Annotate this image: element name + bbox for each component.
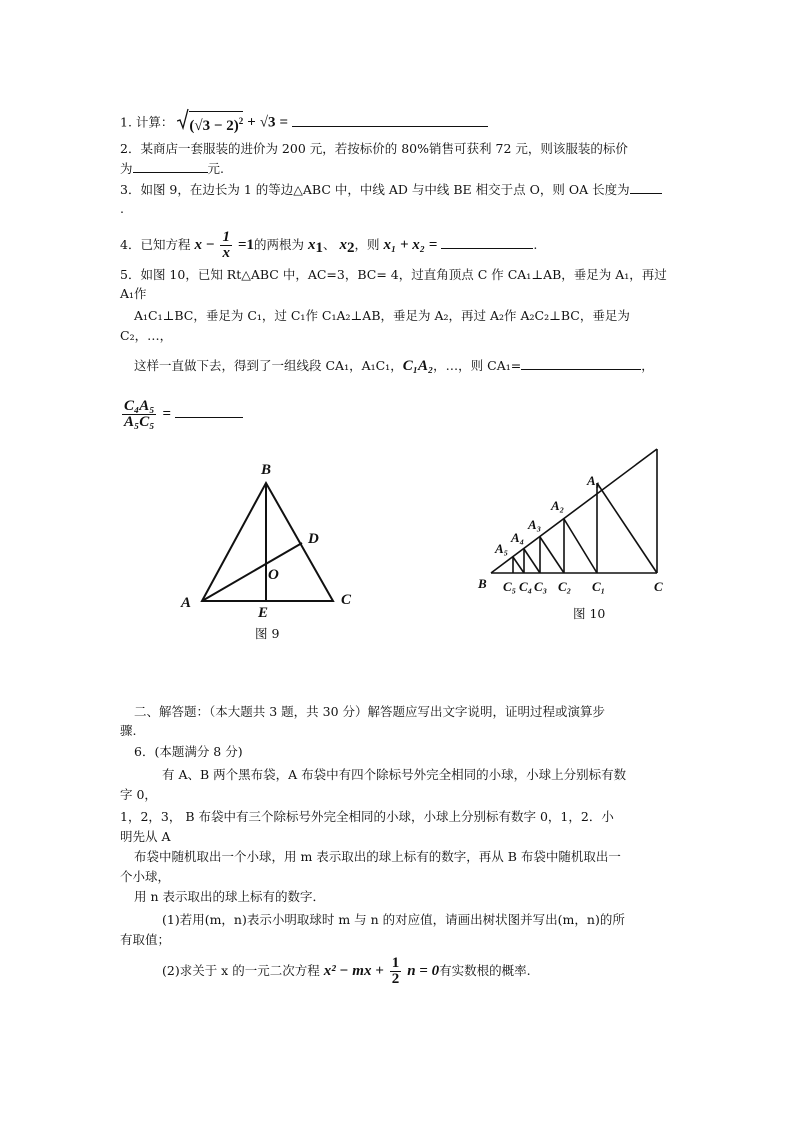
q5-answer-blank-1[interactable] (521, 369, 641, 370)
q5-line5-end: ， (641, 358, 654, 373)
fig10-seg-c2a3 (540, 537, 564, 573)
q1-label: 计算： (135, 114, 174, 130)
q5-line5-math: C₁A₂ (402, 358, 434, 374)
q6-part2-eq-right: n = 0 (407, 963, 440, 979)
figure-10 (470, 440, 670, 600)
q4-answer-blank[interactable] (441, 248, 533, 249)
section2-line1: 二、解答题：（本大题共 3 题，共 30 分）解答题应写出文字说明，证明过程或演算步 (134, 704, 606, 719)
fig9-label-d: D (308, 531, 319, 547)
q1-equals: = (279, 114, 289, 131)
radical-sign-icon (177, 108, 189, 130)
q1-radicand: (√3 − 2) (189, 118, 239, 134)
q1-sqrt-expression (177, 111, 243, 135)
q6-line3: 1，2，3， B 布袋中有三个除标号外完全相同的小球，小球上分别标有数字 0，1，2．小 (120, 809, 614, 824)
q2-line1: 2．某商店一套服装的进价为 200 元，若按标价的 80%销售可获利 72 元，则该服装的标价 (120, 141, 628, 156)
q6-part1-line2: 有取值； (120, 932, 171, 947)
q6-line6: 个小球， (120, 869, 171, 884)
fig10-label-c1: C₁ (592, 579, 606, 594)
q3-line2: . (120, 201, 124, 216)
fig10-label-c5: C₅ (503, 579, 517, 594)
q5-line4: C₂，…， (120, 328, 173, 343)
q6-part2-suffix: 有实数根的概率. (439, 963, 531, 978)
fig9-label-o: O (268, 567, 279, 583)
q4-frac-num: 1 (222, 229, 230, 245)
q4-sum: x₁ + x₂ = (383, 237, 438, 253)
figure-9 (175, 455, 365, 625)
q4-fraction (220, 230, 232, 261)
q5-line5-prefix: 这样一直做下去，得到了一组线段 CA₁，A₁C₁， (134, 358, 403, 373)
q6-part1-line1: (1)若用(m，n)表示小明取球时 m 与 n 的对应值，请画出树状图并写出(m，n)的所 (162, 912, 625, 927)
fig10-seg-ca1 (597, 483, 657, 573)
q4-prefix: 4．已知方程 (120, 237, 191, 252)
q6-line5: 布袋中随机取出一个小球，用 m 表示取出的球上标有的数字，再从 B 布袋中随机取出一 (134, 849, 621, 864)
q2-suffix: 元. (207, 161, 224, 176)
q5-ratio-num: C₄A₅ (124, 398, 155, 414)
q4-eq-rhs: =1 (237, 237, 255, 253)
q5-line1: 5．如图 10，已知 Rt△ABC 中，AC=3，BC= 4，过直角顶点 C 作 CA₁⊥AB，垂足为 A₁，再过 (120, 267, 667, 282)
fig10-label-c4: C₄ (519, 579, 533, 594)
q6-header: 6．(本题满分 8 分) (134, 744, 243, 759)
q6-part2-line (162, 956, 531, 987)
q3-text: 3．如图 9，在边长为 1 的等边△ABC 中，中线 AD 与中线 BE 相交于点 O，则 OA 长度为 (120, 182, 630, 197)
q4-sep: 、 (323, 237, 336, 252)
fig9-label-e: E (258, 605, 269, 621)
fig10-label-c3: C₃ (534, 579, 548, 594)
q3-answer-blank[interactable] (630, 193, 662, 194)
q4-x1-sub: 1 (315, 240, 324, 256)
q5-ratio-den: A₅C₅ (124, 414, 155, 430)
fig10-seg-c1a2 (564, 519, 597, 573)
fig10-label-a5: A₅ (495, 541, 509, 556)
q4-x1: x (308, 237, 316, 253)
q6-part2-fraction (390, 956, 402, 987)
q5-line5-suffix: ，…，则 CA₁= (433, 358, 522, 373)
q1-exponent: 2 (238, 116, 244, 126)
q4-x2: x (339, 237, 348, 253)
q6-line1: 有 A、B 两个黑布袋，A 布袋中有四个除标号外完全相同的小球，小球上分别标有数 (162, 767, 627, 782)
q6-line4: 明先从 A (120, 829, 171, 844)
fig10-label-a3: A₃ (528, 517, 542, 532)
fig10-hypotenuse (491, 449, 657, 573)
fig10-label-a1: A₁ (587, 473, 601, 488)
fig9-label-b: B (261, 462, 272, 478)
q1-sqrt3: √3 (259, 114, 276, 131)
fig10-label-a2: A₂ (551, 498, 565, 513)
fig10-label-b: B (478, 576, 487, 591)
q4-frac-den: x (222, 245, 230, 261)
q6-part2-den: 2 (391, 971, 400, 987)
fig10-label-c2: C₂ (558, 579, 572, 594)
q1-number: 1. (120, 114, 132, 130)
q4-x2-sub: 2 (347, 240, 355, 256)
fig10-seg-c4a5 (513, 557, 524, 573)
section2-line2: 骤. (120, 723, 137, 738)
q4-line (120, 230, 537, 263)
q2-line2 (120, 160, 224, 178)
fig10-seg-c3a4 (524, 549, 540, 573)
q5-ratio-line (120, 394, 243, 434)
q2-prefix: 为 (120, 161, 133, 176)
q1-answer-blank[interactable] (292, 126, 488, 127)
q5-ratio-fraction (122, 399, 156, 430)
q4-eq-x: x (194, 237, 202, 253)
q1-line (120, 111, 488, 135)
q4-eq-minus: − (205, 237, 215, 253)
fig9-caption: 图 9 (255, 626, 280, 641)
fig9-label-a: A (181, 595, 192, 611)
fig10-label-c: C (654, 579, 663, 594)
q3-line1 (120, 181, 662, 199)
q6-part2-num: 1 (391, 955, 400, 971)
fig10-label-a4: A₄ (511, 530, 525, 545)
q6-part2-eq-left: x² − mx + (323, 963, 384, 979)
q5-line3: A₁C₁⊥BC，垂足为 C₁，过 C₁作 C₁A₂⊥AB，垂足为 A₂，再过 A₂作 A₂C₂⊥BC，垂足为 (134, 308, 630, 323)
q5-answer-blank-2[interactable] (175, 417, 243, 418)
q4-mid: 的两根为 (254, 237, 305, 252)
q1-plus: + (247, 114, 256, 131)
fig9-label-c: C (341, 592, 352, 608)
q5-line5 (134, 357, 654, 375)
q6-line7: 用 n 表示取出的球上标有的数字． (134, 889, 325, 904)
q5-ratio-eq: = (162, 406, 172, 422)
fig10-caption: 图 10 (573, 606, 606, 621)
q5-line2: A₁作 (120, 286, 147, 301)
q6-part2-prefix: (2)求关于 x 的一元二次方程 (162, 963, 320, 978)
q4-end: . (533, 237, 538, 252)
q6-line2: 字 0， (120, 787, 157, 802)
q4-then: ，则 (354, 237, 380, 252)
q2-answer-blank[interactable] (133, 172, 208, 173)
